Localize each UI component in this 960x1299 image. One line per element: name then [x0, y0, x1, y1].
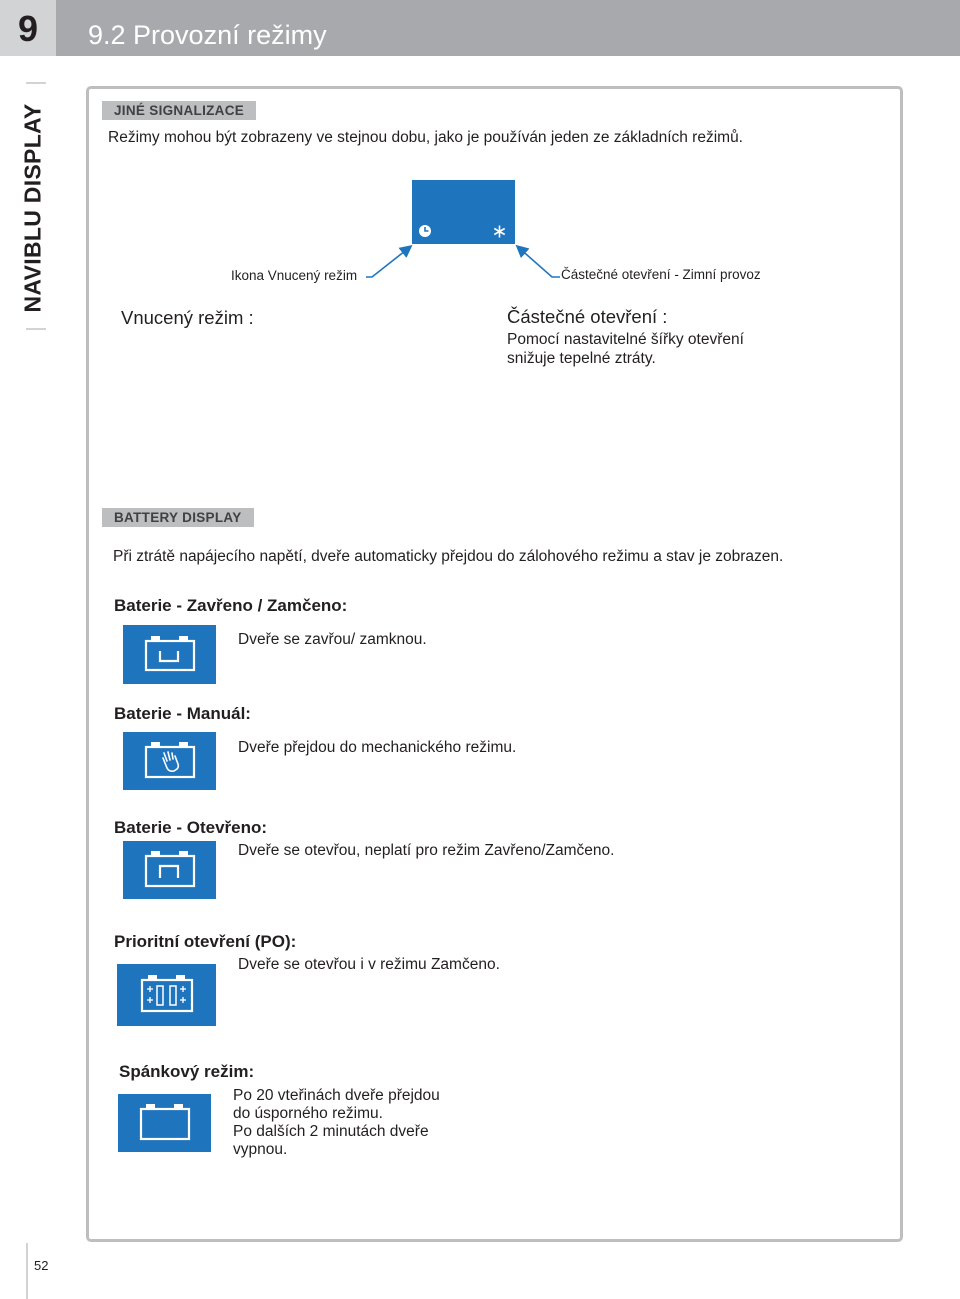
- battery-closed-title: Baterie - Zavřeno / Zamčeno:: [114, 596, 348, 615]
- partial-opening-desc-2: snižuje tepelné ztráty.: [507, 350, 656, 367]
- battery-hand-icon: [123, 732, 216, 790]
- battery-closed-panel: [123, 625, 216, 684]
- sleep-mode-title: Spánkový režim:: [119, 1062, 255, 1081]
- priority-opening-panel: [117, 964, 216, 1026]
- sleep-mode-panel: [118, 1094, 211, 1152]
- sleep-mode-desc-4: vypnou.: [233, 1141, 288, 1158]
- battery-priority-icon: [117, 964, 216, 1026]
- page-title: 9.2 Provozní režimy: [88, 20, 327, 50]
- battery-closed-desc: Dveře se zavřou/ zamknou.: [238, 631, 427, 648]
- side-label: [18, 100, 48, 316]
- display-panel: [412, 180, 515, 244]
- sleep-mode-desc-3: Po dalších 2 minutách dveře: [233, 1123, 429, 1140]
- sleep-mode-desc-2: do úsporného režimu.: [233, 1105, 383, 1122]
- battery-manual-title: Baterie - Manuál:: [114, 704, 251, 723]
- clock-icon: [418, 224, 432, 238]
- callout-arrows: [360, 240, 580, 285]
- snowflake-icon: [493, 225, 506, 238]
- priority-opening-desc: Dveře se otevřou i v režimu Zamčeno.: [238, 956, 500, 973]
- battery-manual-desc: Dveře přejdou do mechanického režimu.: [238, 739, 517, 756]
- other-signals-intro: Režimy mohou být zobrazeny ve stejnou dobu, jako je používán jeden ze základních režimů.: [108, 129, 743, 146]
- side-divider-top: [26, 82, 46, 84]
- partial-opening-title: Částečné otevření :: [507, 306, 668, 327]
- label-partial-winter: Částečné otevření - Zimní provoz: [561, 267, 761, 282]
- side-label-text: NAVIBLU DISPLAY: [19, 103, 46, 313]
- battery-open-desc: Dveře se otevřou, neplatí pro režim Zavřeno/Zamčeno.: [238, 842, 615, 859]
- label-forced-icon: Ikona Vnucený režim: [231, 268, 358, 283]
- battery-intro: Při ztrátě napájecího napětí, dveře automaticky přejdou do zálohového režimu a stav je zobrazen.: [113, 548, 784, 565]
- page-number-divider: [26, 1243, 28, 1299]
- section-tag-battery: BATTERY DISPLAY: [102, 508, 254, 527]
- side-divider-bottom: [26, 328, 46, 330]
- priority-opening-title: Prioritní otevření (PO):: [114, 932, 297, 951]
- battery-open-icon: [123, 841, 216, 899]
- battery-open-title: Baterie - Otevřeno:: [114, 818, 268, 837]
- battery-manual-panel: [123, 732, 216, 790]
- page-number: 52: [34, 1258, 49, 1273]
- partial-opening-desc-1: Pomocí nastavitelné šířky otevření: [507, 331, 744, 348]
- battery-open-panel: [123, 841, 216, 899]
- sleep-mode-desc-1: Po 20 vteřinách dveře přejdou: [233, 1087, 440, 1104]
- chapter-number: 9: [17, 8, 39, 49]
- battery-closed-icon: [123, 625, 216, 684]
- forced-mode-title: Vnucený režim :: [121, 307, 254, 328]
- section-tag-other-signals: JINÉ SIGNALIZACE: [102, 101, 256, 120]
- battery-sleep-icon: [118, 1094, 211, 1152]
